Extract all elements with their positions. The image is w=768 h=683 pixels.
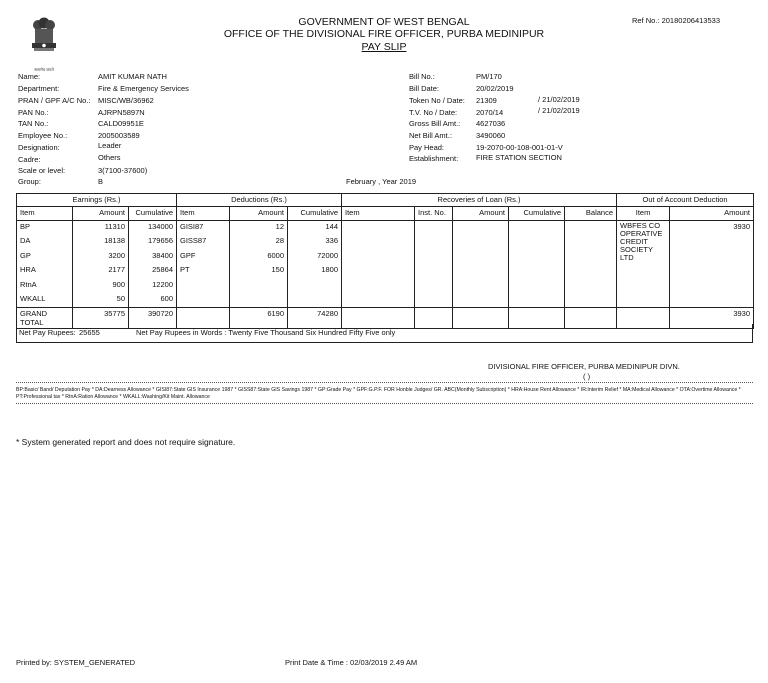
pay-table [16, 193, 754, 329]
value-token-date: / 21/02/2019 [538, 95, 580, 104]
out-of-account-amount: 3930 [670, 221, 754, 308]
value-pan: AJRPN5897N [98, 108, 145, 117]
label-name: Name: [18, 72, 41, 81]
table-row [17, 221, 754, 236]
cell [415, 235, 453, 250]
cell [453, 235, 509, 250]
col-header: Amount [453, 207, 509, 221]
cell: 1800 [288, 264, 342, 279]
value-bill-date: 20/02/2019 [476, 84, 514, 93]
cell [509, 250, 565, 265]
cell: 3200 [73, 250, 129, 265]
cell: GPF [177, 250, 230, 265]
cell: HRA [17, 264, 73, 279]
cell: WKALL [17, 293, 73, 308]
value-scale: 3(7100-37600) [98, 166, 148, 175]
cell: 150 [230, 264, 288, 279]
cell: 12 [230, 221, 288, 236]
abbreviation-legend: BP:Basic/ Band/ Deputation Pay * DA:Dearness Allowance * GISI87:State GIS Insurance 1987 * GISS87:State GIS Savings 1987 * GP:Grade Pay * GPF:G.P.F. FOR Honble Judges/ GR. ABC(Monthly Subscription) * HRA:House Rent Allowance * IR:Interim Relief * MA:Medical Allowance * OTA:Overtime Allowance * PT:Professional tax * RtnA:Ration Allowance * WKALL:Washing/Kit Maint. Allowance [16, 387, 741, 400]
label-designation: Designation: [18, 143, 60, 152]
divider [16, 403, 753, 404]
printed-by: Printed by: SYSTEM_GENERATED [16, 658, 136, 667]
value-cadre: Others [98, 153, 121, 162]
cell [565, 250, 617, 265]
reference-number: Ref No.: 20180206413533 [632, 16, 720, 25]
cell [230, 293, 288, 308]
cell [342, 293, 415, 308]
cell [177, 279, 230, 294]
value-department: Fire & Emergency Services [98, 84, 189, 93]
cell [509, 279, 565, 294]
value-pay-head: 19-2070-00-108-001-01-V [476, 143, 563, 152]
value-name: AMIT KUMAR NATH [98, 72, 167, 81]
cell: GP [17, 250, 73, 265]
value-pran: MISC/WB/36962 [98, 96, 154, 105]
cell [565, 264, 617, 279]
cell: 134000 [129, 221, 177, 236]
cell: DA [17, 235, 73, 250]
label-scale: Scale or level: [18, 166, 66, 175]
cell [453, 221, 509, 236]
cell [177, 293, 230, 308]
col-header: Inst. No. [415, 207, 453, 221]
cell [509, 264, 565, 279]
col-header: Cumulative [288, 207, 342, 221]
signatory-title: DIVISIONAL FIRE OFFICER, PURBA MEDINIPUR DIVN. [488, 362, 680, 371]
cell: RtnA [17, 279, 73, 294]
col-header: Balance [565, 207, 617, 221]
col-header: Cumulative [129, 207, 177, 221]
label-group: Group: [18, 177, 41, 186]
group-deductions: Deductions (Rs.) [177, 194, 342, 207]
cell [453, 279, 509, 294]
cell: 38400 [129, 250, 177, 265]
cell [342, 264, 415, 279]
value-net-bill: 3490060 [476, 131, 506, 140]
total-cell: 74280 [288, 308, 342, 329]
cell [453, 264, 509, 279]
cell [453, 293, 509, 308]
col-header: Item [177, 207, 230, 221]
value-tv: 2070/14 [476, 108, 504, 117]
pay-period: February , Year 2019 [346, 177, 417, 186]
col-header: Amount [670, 207, 754, 221]
cell: GISI87 [177, 221, 230, 236]
cell [230, 279, 288, 294]
cell: 6000 [230, 250, 288, 265]
emblem-caption: सत्यमेव जयते [34, 67, 54, 72]
cell [565, 279, 617, 294]
cell [415, 293, 453, 308]
cell: 336 [288, 235, 342, 250]
col-header: Amount [230, 207, 288, 221]
value-gross: 4627036 [476, 119, 506, 128]
cell: PT [177, 264, 230, 279]
label-department: Department: [18, 84, 60, 93]
value-tan: CALD09951E [98, 119, 144, 128]
net-pay-words: Net Pay Rupees in Words : Twenty Five Thousand Six Hundred Fifty Five only [136, 328, 396, 337]
label-tv: T.V. No / Date: [409, 108, 458, 117]
cell: 179656 [129, 235, 177, 250]
col-header: Item [617, 207, 670, 221]
cell [509, 221, 565, 236]
print-date: Print Date & Time : 02/03/2019 2.49 AM [285, 658, 418, 667]
cell: GISS87 [177, 235, 230, 250]
value-token: 21309 [476, 96, 497, 105]
cell [415, 250, 453, 265]
label-pran: PRAN / GPF A/C No.: [18, 96, 91, 105]
signatory-name: ( ) [583, 372, 591, 381]
cell [415, 279, 453, 294]
net-pay-row [16, 324, 753, 343]
cell: 72000 [288, 250, 342, 265]
cell [565, 221, 617, 236]
label-token: Token No / Date: [409, 96, 465, 105]
net-pay-value: 25655 [79, 328, 100, 337]
label-pay-head: Pay Head: [409, 143, 445, 152]
pay-slip-title: PAY SLIP [361, 41, 407, 53]
cell: 144 [288, 221, 342, 236]
total-cell: 6190 [230, 308, 288, 329]
value-employee-no: 2005003589 [98, 131, 140, 140]
cell [342, 235, 415, 250]
cell: 2177 [73, 264, 129, 279]
cell [509, 293, 565, 308]
total-label: GRAND TOTAL [17, 308, 73, 329]
cell: 28 [230, 235, 288, 250]
column-header-row [17, 207, 754, 221]
cell [288, 279, 342, 294]
group-recoveries: Recoveries of Loan (Rs.) [342, 194, 617, 207]
cell: 25864 [129, 264, 177, 279]
total-cell: 35775 [73, 308, 129, 329]
cell [509, 235, 565, 250]
cell: 11310 [73, 221, 129, 236]
office-title: OFFICE OF THE DIVISIONAL FIRE OFFICER, PURBA MEDINIPUR [223, 28, 545, 40]
cell [342, 221, 415, 236]
cell: 900 [73, 279, 129, 294]
label-tan: TAN No.: [18, 119, 49, 128]
value-establishment: FIRE STATION SECTION [476, 153, 562, 162]
system-note: * System generated report and does not require signature. [16, 437, 236, 447]
label-pan: PAN No.: [18, 108, 49, 117]
government-title: GOVERNMENT OF WEST BENGAL [298, 16, 470, 28]
divider [16, 382, 753, 383]
cell [342, 279, 415, 294]
cell [415, 264, 453, 279]
label-employee-no: Employee No.: [18, 131, 68, 140]
label-bill-no: Bill No.: [409, 72, 435, 81]
label-gross: Gross Bill Amt.: [409, 119, 461, 128]
value-tv-date: / 21/02/2019 [538, 106, 580, 115]
cell: 600 [129, 293, 177, 308]
net-pay-label: Net Pay Rupees: [19, 328, 76, 337]
col-header: Item [17, 207, 73, 221]
cell [453, 250, 509, 265]
value-designation: Leader [98, 141, 122, 150]
cell [565, 235, 617, 250]
label-bill-date: Bill Date: [409, 84, 440, 93]
cell: 18138 [73, 235, 129, 250]
col-header: Cumulative [509, 207, 565, 221]
group-out-of-account: Out of Account Deduction [617, 194, 754, 207]
cell: 12200 [129, 279, 177, 294]
col-header: Amount [73, 207, 129, 221]
out-of-account-item: WBFES CO OPERATIVE CREDIT SOCIETY LTD [617, 221, 670, 308]
cell: 50 [73, 293, 129, 308]
total-cell: 390720 [129, 308, 177, 329]
cell [565, 293, 617, 308]
cell [288, 293, 342, 308]
cell [415, 221, 453, 236]
value-group: B [98, 177, 104, 186]
value-bill-no: PM/170 [476, 72, 502, 81]
cell [342, 250, 415, 265]
col-header: Item [342, 207, 415, 221]
group-header-row [17, 194, 754, 207]
total-cell: 3930 [670, 308, 754, 329]
label-net-bill: Net Bill Amt.: [409, 131, 452, 140]
label-establishment: Establishment: [409, 154, 459, 163]
cell: BP [17, 221, 73, 236]
group-earnings: Earnings (Rs.) [17, 194, 177, 207]
label-cadre: Cadre: [18, 155, 41, 164]
